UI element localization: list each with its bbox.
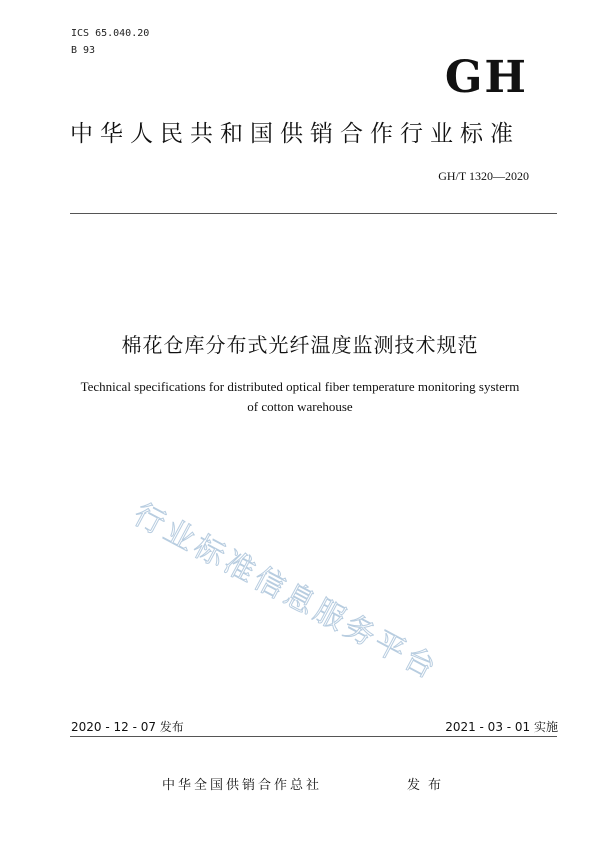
document-title-chinese: 棉花仓库分布式光纤温度监测技术规范 [121,333,479,357]
classification-code: B 93 [71,45,96,56]
standard-category-title: 中华人民共和国供销合作行业标准 [70,121,520,147]
issued-label: 发布 [407,778,450,793]
ics-code: ICS 65.040.20 [71,28,150,39]
standard-number: GH/T 1320—2020 [438,169,529,183]
issue-date: 2020 - 12 - 07 发布 [71,720,184,734]
implementation-date: 2021 - 03 - 01 实施 [445,720,558,734]
footer-divider [70,736,557,737]
header-divider [70,213,557,214]
watermark: 行业标准信息服务平台 [127,497,445,688]
english-title-line-1: Technical specifications for distributed optical fiber temperature monitoring systerm [80,379,520,394]
document-title-english [0,377,600,417]
english-title-line-2: of cotton warehouse [247,399,353,414]
gh-logo: GH [444,52,528,103]
issuing-organization: 中华全国供销合作总社 [162,778,323,793]
